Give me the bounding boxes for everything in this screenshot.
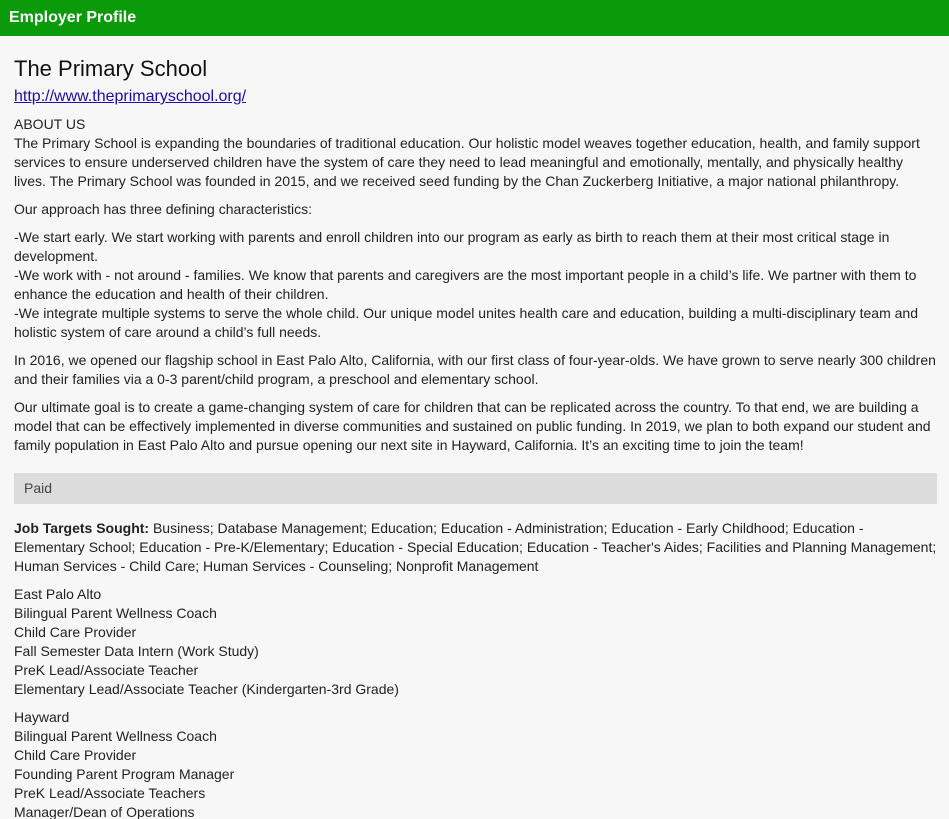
about-section <box>14 115 937 455</box>
job-targets-label: Job Targets Sought: <box>14 520 150 536</box>
location-east-palo-alto <box>14 585 937 699</box>
paid-section-bar <box>14 473 937 504</box>
position-item: PreK Lead/Associate Teachers <box>14 785 206 801</box>
about-heading: ABOUT US <box>14 116 86 132</box>
position-item: Bilingual Parent Wellness Coach <box>14 605 217 621</box>
approach-item: -We integrate multiple systems to serve the whole child. Our unique model unites health care and education, building a multi-disciplinary team and holistic system of care around a child’s full needs. <box>14 305 918 340</box>
position-item: Elementary Lead/Associate Teacher (Kindergarten-3rd Grade) <box>14 681 399 697</box>
location-name: East Palo Alto <box>14 586 102 602</box>
position-item: Manager/Dean of Operations <box>14 804 195 819</box>
company-website-link[interactable]: http://www.theprimaryschool.org/ <box>14 88 247 105</box>
job-targets-value: Business; Database Management; Education; Education - Administration; Education - Early Childhood; Education - Elementary School; Education - Pre-K/Elementary; Education - Special Education; Education - Teacher's Aides; Facilities and Planning Management; Human Services - Child Care; Human Services - Counseling; Nonprofit Management <box>14 520 937 574</box>
position-item: Child Care Provider <box>14 624 137 640</box>
profile-content <box>0 36 949 819</box>
approach-item: -We start early. We start working with parents and enroll children into our program as early as birth to reach them at their most critical stage in development. <box>14 229 890 264</box>
approach-item: -We work with - not around - families. We know that parents and caregivers are the most important people in a child’s life. We partner with them to enhance the education and health of their children. <box>14 267 917 302</box>
about-goal: Our ultimate goal is to create a game-changing system of care for children that can be replicated across the country. To that end, we are building a model that can be effectively implemented in diverse communities and sustained on public funding. In 2019, we plan to both expand our student and family population in East Palo Alto and pursue opening our next site in Hayward, California. It’s an exciting time to join the team! <box>14 399 931 453</box>
location-hayward <box>14 708 937 819</box>
header-bar <box>0 0 949 36</box>
company-name: The Primary School <box>14 56 208 81</box>
position-item: Bilingual Parent Wellness Coach <box>14 728 217 744</box>
job-targets <box>14 519 937 576</box>
about-approach: Our approach has three defining characteristics: <box>14 201 313 217</box>
about-growth: In 2016, we opened our flagship school in East Palo Alto, California, with our first class of four-year-olds. We have grown to serve nearly 300 children and their families via a 0-3 parent/child program, a preschool and elementary school. <box>14 352 936 387</box>
about-intro: The Primary School is expanding the boundaries of traditional education. Our holistic model weaves together education, health, and family support services to ensure underserved children have the system of care they need to lead meaningful and emotionally, mentally, and physically healthy lives. The Primary School was founded in 2015, and we received seed funding by the Chan Zuckerberg Initiative, a major national philanthropy. <box>14 135 920 189</box>
position-item: Child Care Provider <box>14 747 137 763</box>
page-title: Employer Profile <box>9 9 137 26</box>
position-item: Fall Semester Data Intern (Work Study) <box>14 643 259 659</box>
location-name: Hayward <box>14 709 70 725</box>
position-item: PreK Lead/Associate Teacher <box>14 662 199 678</box>
position-item: Founding Parent Program Manager <box>14 766 235 782</box>
paid-label: Paid <box>24 480 53 496</box>
approach-list <box>14 228 937 342</box>
